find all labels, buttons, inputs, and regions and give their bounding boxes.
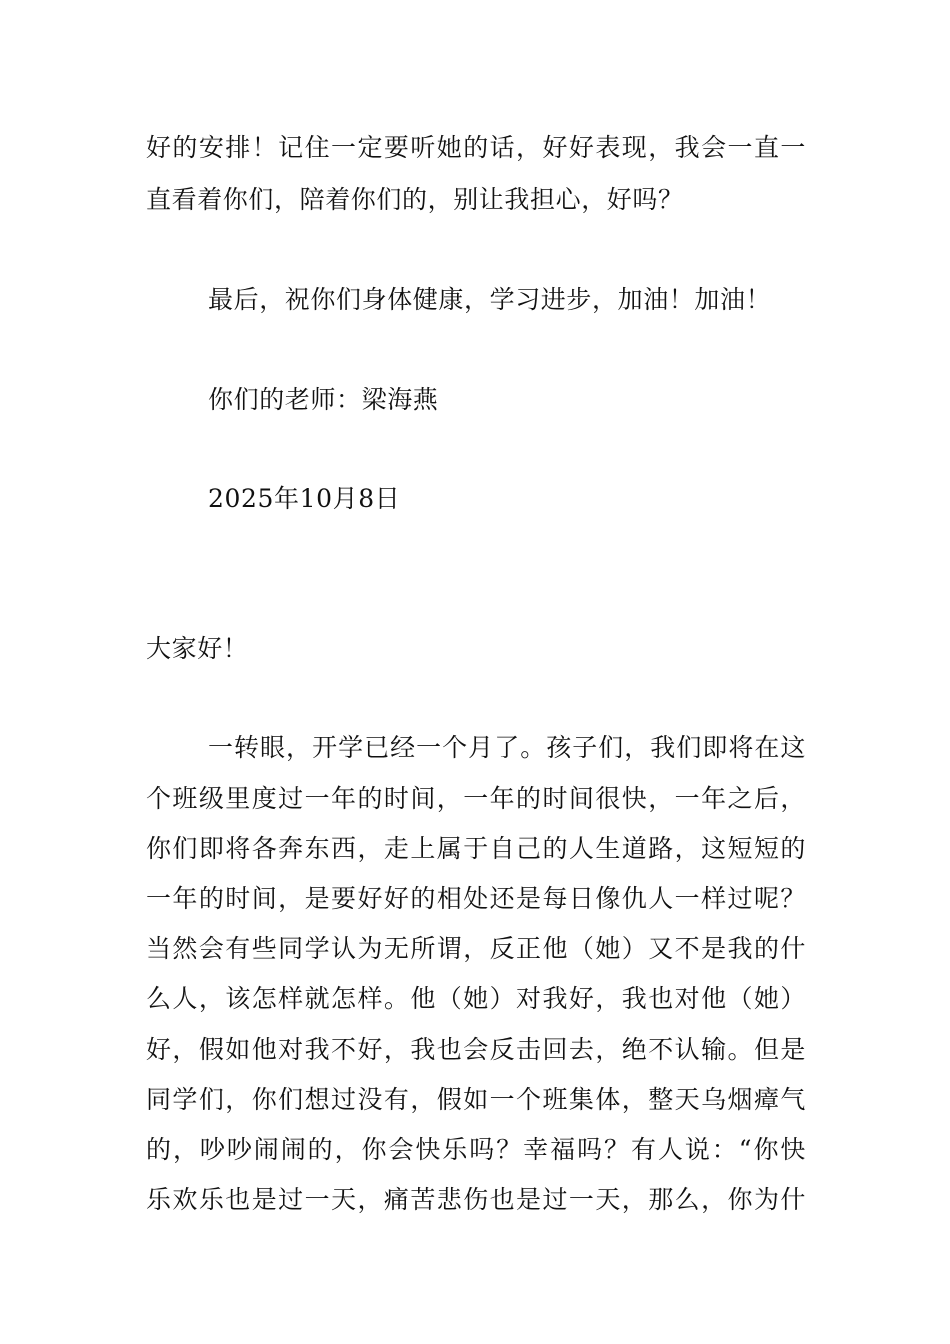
speech-line-7: 好，假如他对我不好，我也会反击回去，绝不认输。但是 (146, 1035, 806, 1064)
speech-greeting: 大家好！ (146, 634, 249, 663)
speech-line-6: 么人，该怎样就怎样。他（她）对我好，我也对他（她） (146, 984, 806, 1013)
speech-line-2: 个班级里度过一年的时间，一年的时间很快，一年之后， (146, 784, 806, 813)
letter-closing: 最后，祝你们身体健康，学习进步，加油！加油！ (208, 285, 772, 314)
speech-line-4: 一年的时间，是要好好的相处还是每日像仇人一样过呢？ (146, 884, 806, 913)
speech-line-5: 当然会有些同学认为无所谓，反正他（她）又不是我的什 (146, 934, 806, 963)
speech-line-1: 一转眼，开学已经一个月了。孩子们，我们即将在这 (208, 733, 806, 762)
speech-line-8: 同学们，你们想过没有，假如一个班集体，整天乌烟瘴气 (146, 1085, 806, 1114)
letter-date: 2025年10月8日 (208, 484, 401, 513)
speech-line-3: 你们即将各奔东西，走上属于自己的人生道路，这短短的 (146, 834, 806, 863)
speech-line-10: 乐欢乐也是过一天，痛苦悲伤也是过一天，那么，你为什 (146, 1185, 806, 1214)
letter-line-2: 直看着你们，陪着你们的，别让我担心，好吗？ (146, 185, 684, 214)
letter-signature: 你们的老师：梁海燕 (208, 385, 439, 414)
letter-line-1: 好的安排！记住一定要听她的话，好好表现，我会一直一 (146, 133, 806, 162)
speech-line-9: 的，吵吵闹闹的，你会快乐吗？幸福吗？有人说：“你快 (146, 1135, 806, 1164)
